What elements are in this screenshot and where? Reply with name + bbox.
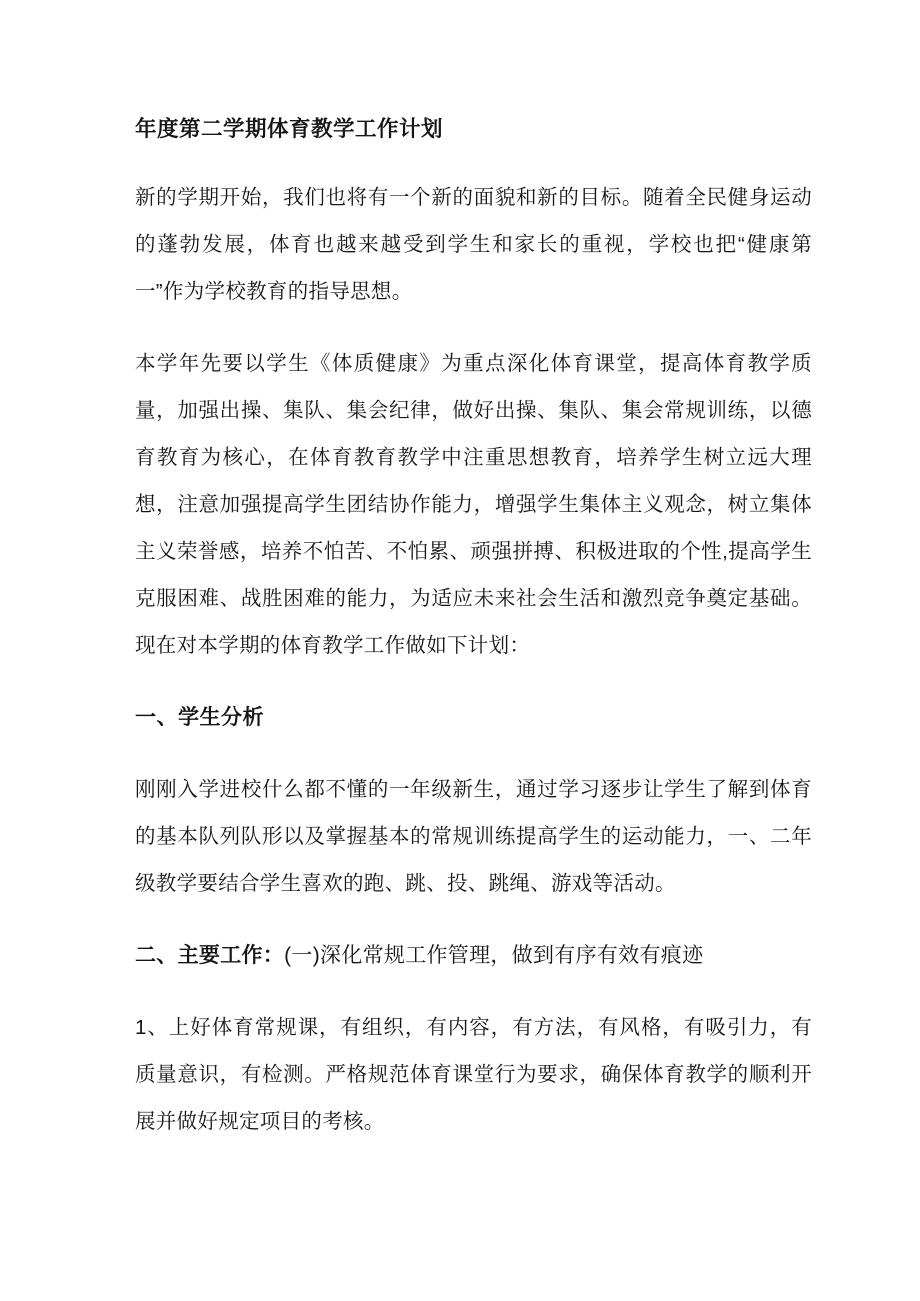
paragraph-intro: 新的学期开始，我们也将有一个新的面貌和新的目标。随着全民健身运动的蓬勃发展，体育也越来越受到学生和家长的重视，学校也把“健康第一”作为学校教育的指导思想。 bbox=[135, 186, 812, 303]
document-title: 年度第二学期体育教学工作计划 bbox=[135, 117, 444, 141]
paragraph-overview: 本学年先要以学生《体质健康》为重点深化体育课堂，提高体育教学质量，加强出操、集队、集会纪律，做好出操、集队、集会常规训练，以德育教育为核心，在体育教育教学中注重思想教育，培养学生树立远大理想，注意加强提高学生团结协作能力，增强学生集体主义观念，树立集体主义荣誉感，培养不怕苦、不怕累、顽强拼搏、积极进取的个性,提高学生克服困难、战胜困难的能力，为适应未来社会生活和激烈竞争奠定基础。现在对本学期的体育教学工作做如下计划： bbox=[135, 352, 812, 657]
paragraph-main-work-item1: 1、上好体育常规课，有组织，有内容，有方法，有风格，有吸引力，有质量意识，有检测。严格规范体育课堂行为要求，确保体育教学的顺利开展并做好规定项目的考核。 bbox=[135, 1016, 812, 1133]
paragraph-student-analysis: 刚刚入学进校什么都不懂的一年级新生，通过学习逐步让学生了解到体育的基本队列队形以及掌握基本的常规训练提高学生的运动能力，一、二年级教学要结合学生喜欢的跑、跳、投、跳绳、游戏等活动。 bbox=[135, 778, 812, 895]
section2-heading bbox=[135, 932, 812, 979]
section2-heading-subtitle: (一)深化常规工作管理，做到有序有效有痕迹 bbox=[284, 944, 704, 967]
section1-heading: 一、学生分析 bbox=[135, 706, 264, 729]
section2-heading-label: 二、主要工作： bbox=[135, 944, 285, 967]
